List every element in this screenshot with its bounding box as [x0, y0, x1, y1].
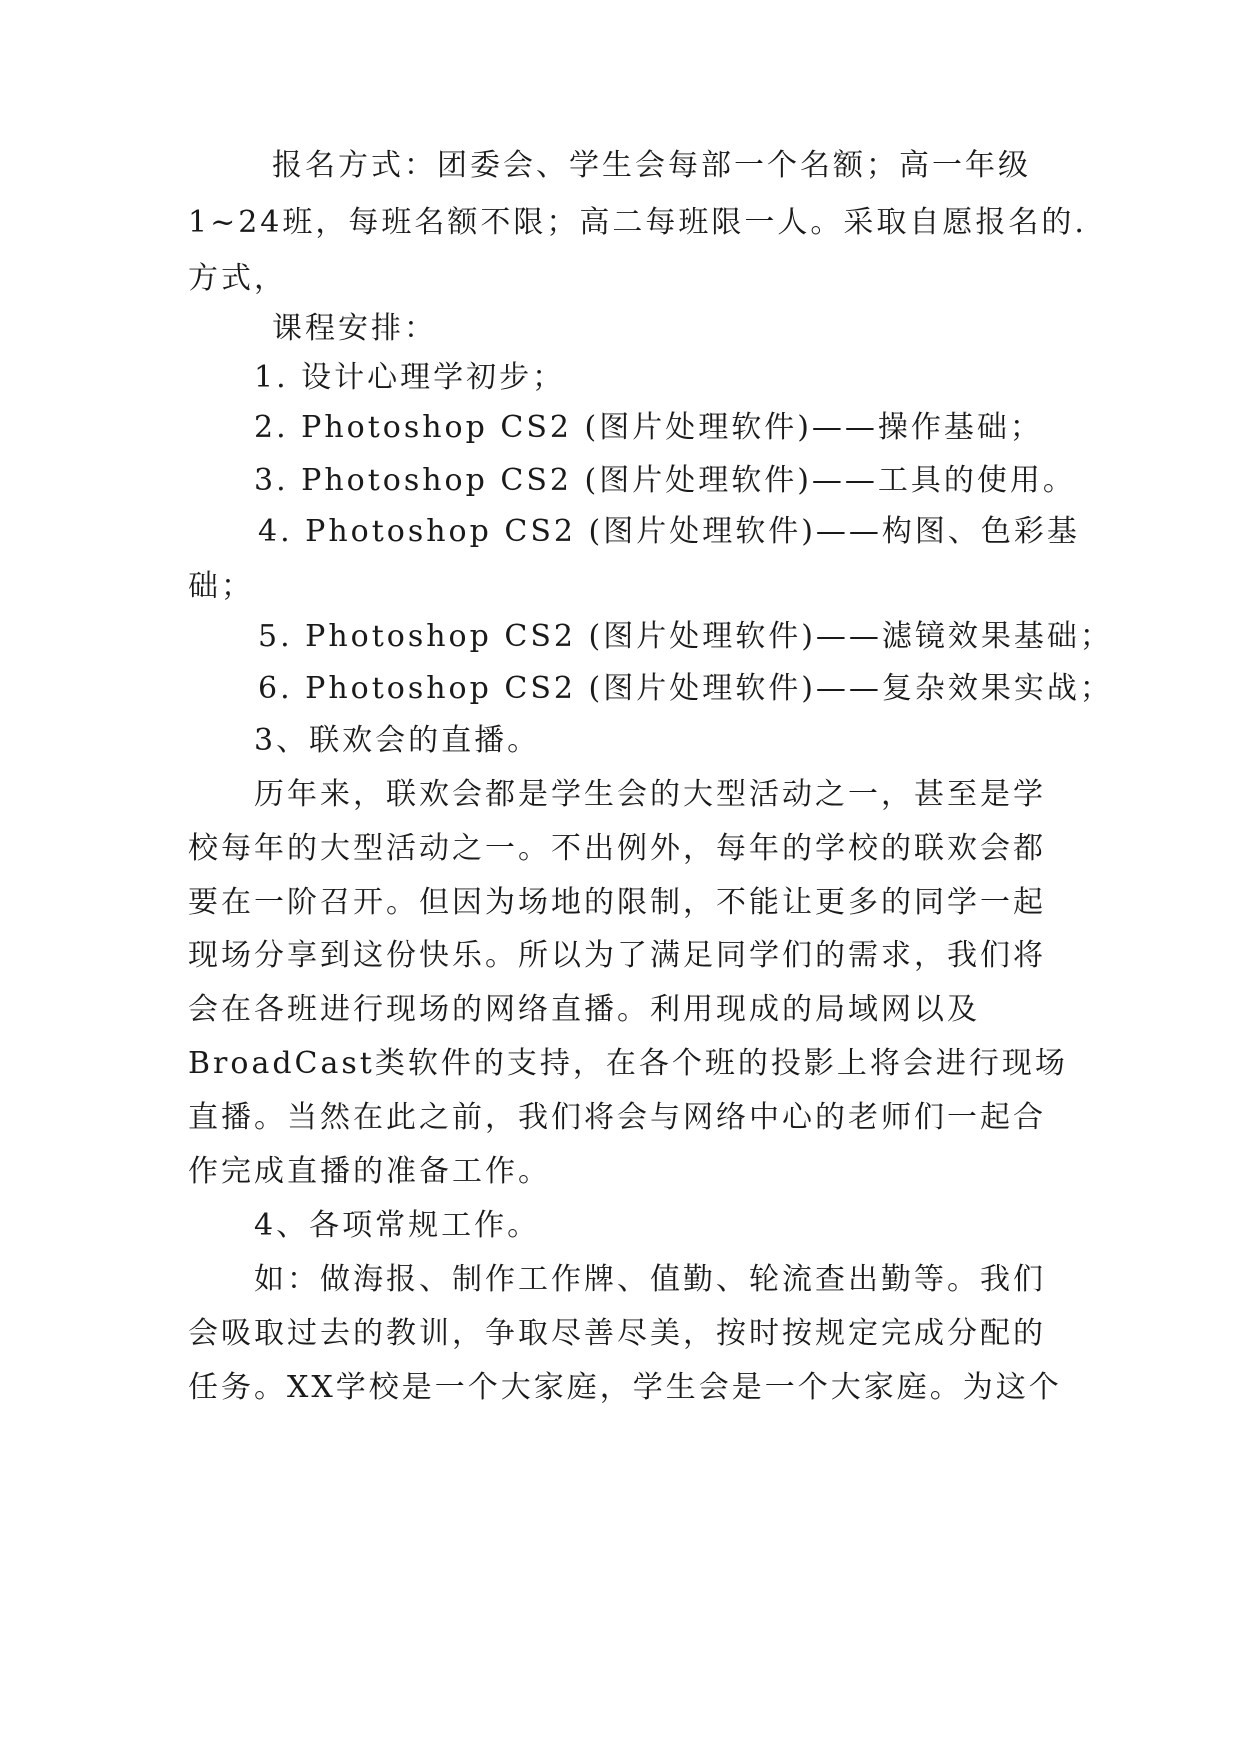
list-item: 6. Photoshop CS2 (图片处理软件)——复杂效果实战；: [258, 671, 1113, 706]
text-line: BroadCast类软件的支持，在各个班的投影上将会进行现场: [188, 1046, 1068, 1081]
text-line: 础；: [188, 569, 254, 604]
text-line: 直播。当然在此之前，我们将会与网络中心的老师们一起合: [188, 1100, 1046, 1135]
list-item: 1. 设计心理学初步；: [254, 360, 566, 395]
text-line: 会吸取过去的教训，争取尽善尽美，按时按规定完成分配的: [188, 1316, 1046, 1351]
text-line: 历年来，联欢会都是学生会的大型活动之一，甚至是学: [254, 777, 1046, 812]
text-line: 要在一阶召开。但因为场地的限制，不能让更多的同学一起: [188, 885, 1046, 920]
text-line: 如：做海报、制作工作牌、值勤、轮流查出勤等。我们: [254, 1262, 1046, 1297]
list-item: 5. Photoshop CS2 (图片处理软件)——滤镜效果基础；: [258, 619, 1113, 654]
text-line: 现场分享到这份快乐。所以为了满足同学们的需求，我们将: [188, 938, 1046, 973]
text-line: 课程安排：: [272, 311, 437, 346]
list-item: 2. Photoshop CS2 (图片处理软件)——操作基础；: [254, 410, 1043, 445]
text-line: 会在各班进行现场的网络直播。利用现成的局域网以及: [188, 992, 980, 1027]
section-heading: 3、联欢会的直播。: [254, 723, 541, 758]
text-line: 报名方式：团委会、学生会每部一个名额；高一年级: [272, 148, 1031, 183]
text-line: 任务。XX学校是一个大家庭，学生会是一个大家庭。为这个: [188, 1370, 1062, 1405]
text-line: 方式，: [188, 261, 287, 296]
text-line: 1~24班，每班名额不限；高二每班限一人。采取自愿报名的.: [188, 205, 1087, 240]
list-item: 4. Photoshop CS2 (图片处理软件)——构图、色彩基: [258, 514, 1080, 549]
section-heading: 4、各项常规工作。: [254, 1208, 541, 1243]
text-line: 作完成直播的准备工作。: [188, 1154, 551, 1189]
text-line: 校每年的大型活动之一。不出例外，每年的学校的联欢会都: [188, 831, 1046, 866]
list-item: 3. Photoshop CS2 (图片处理软件)——工具的使用。: [254, 463, 1076, 498]
